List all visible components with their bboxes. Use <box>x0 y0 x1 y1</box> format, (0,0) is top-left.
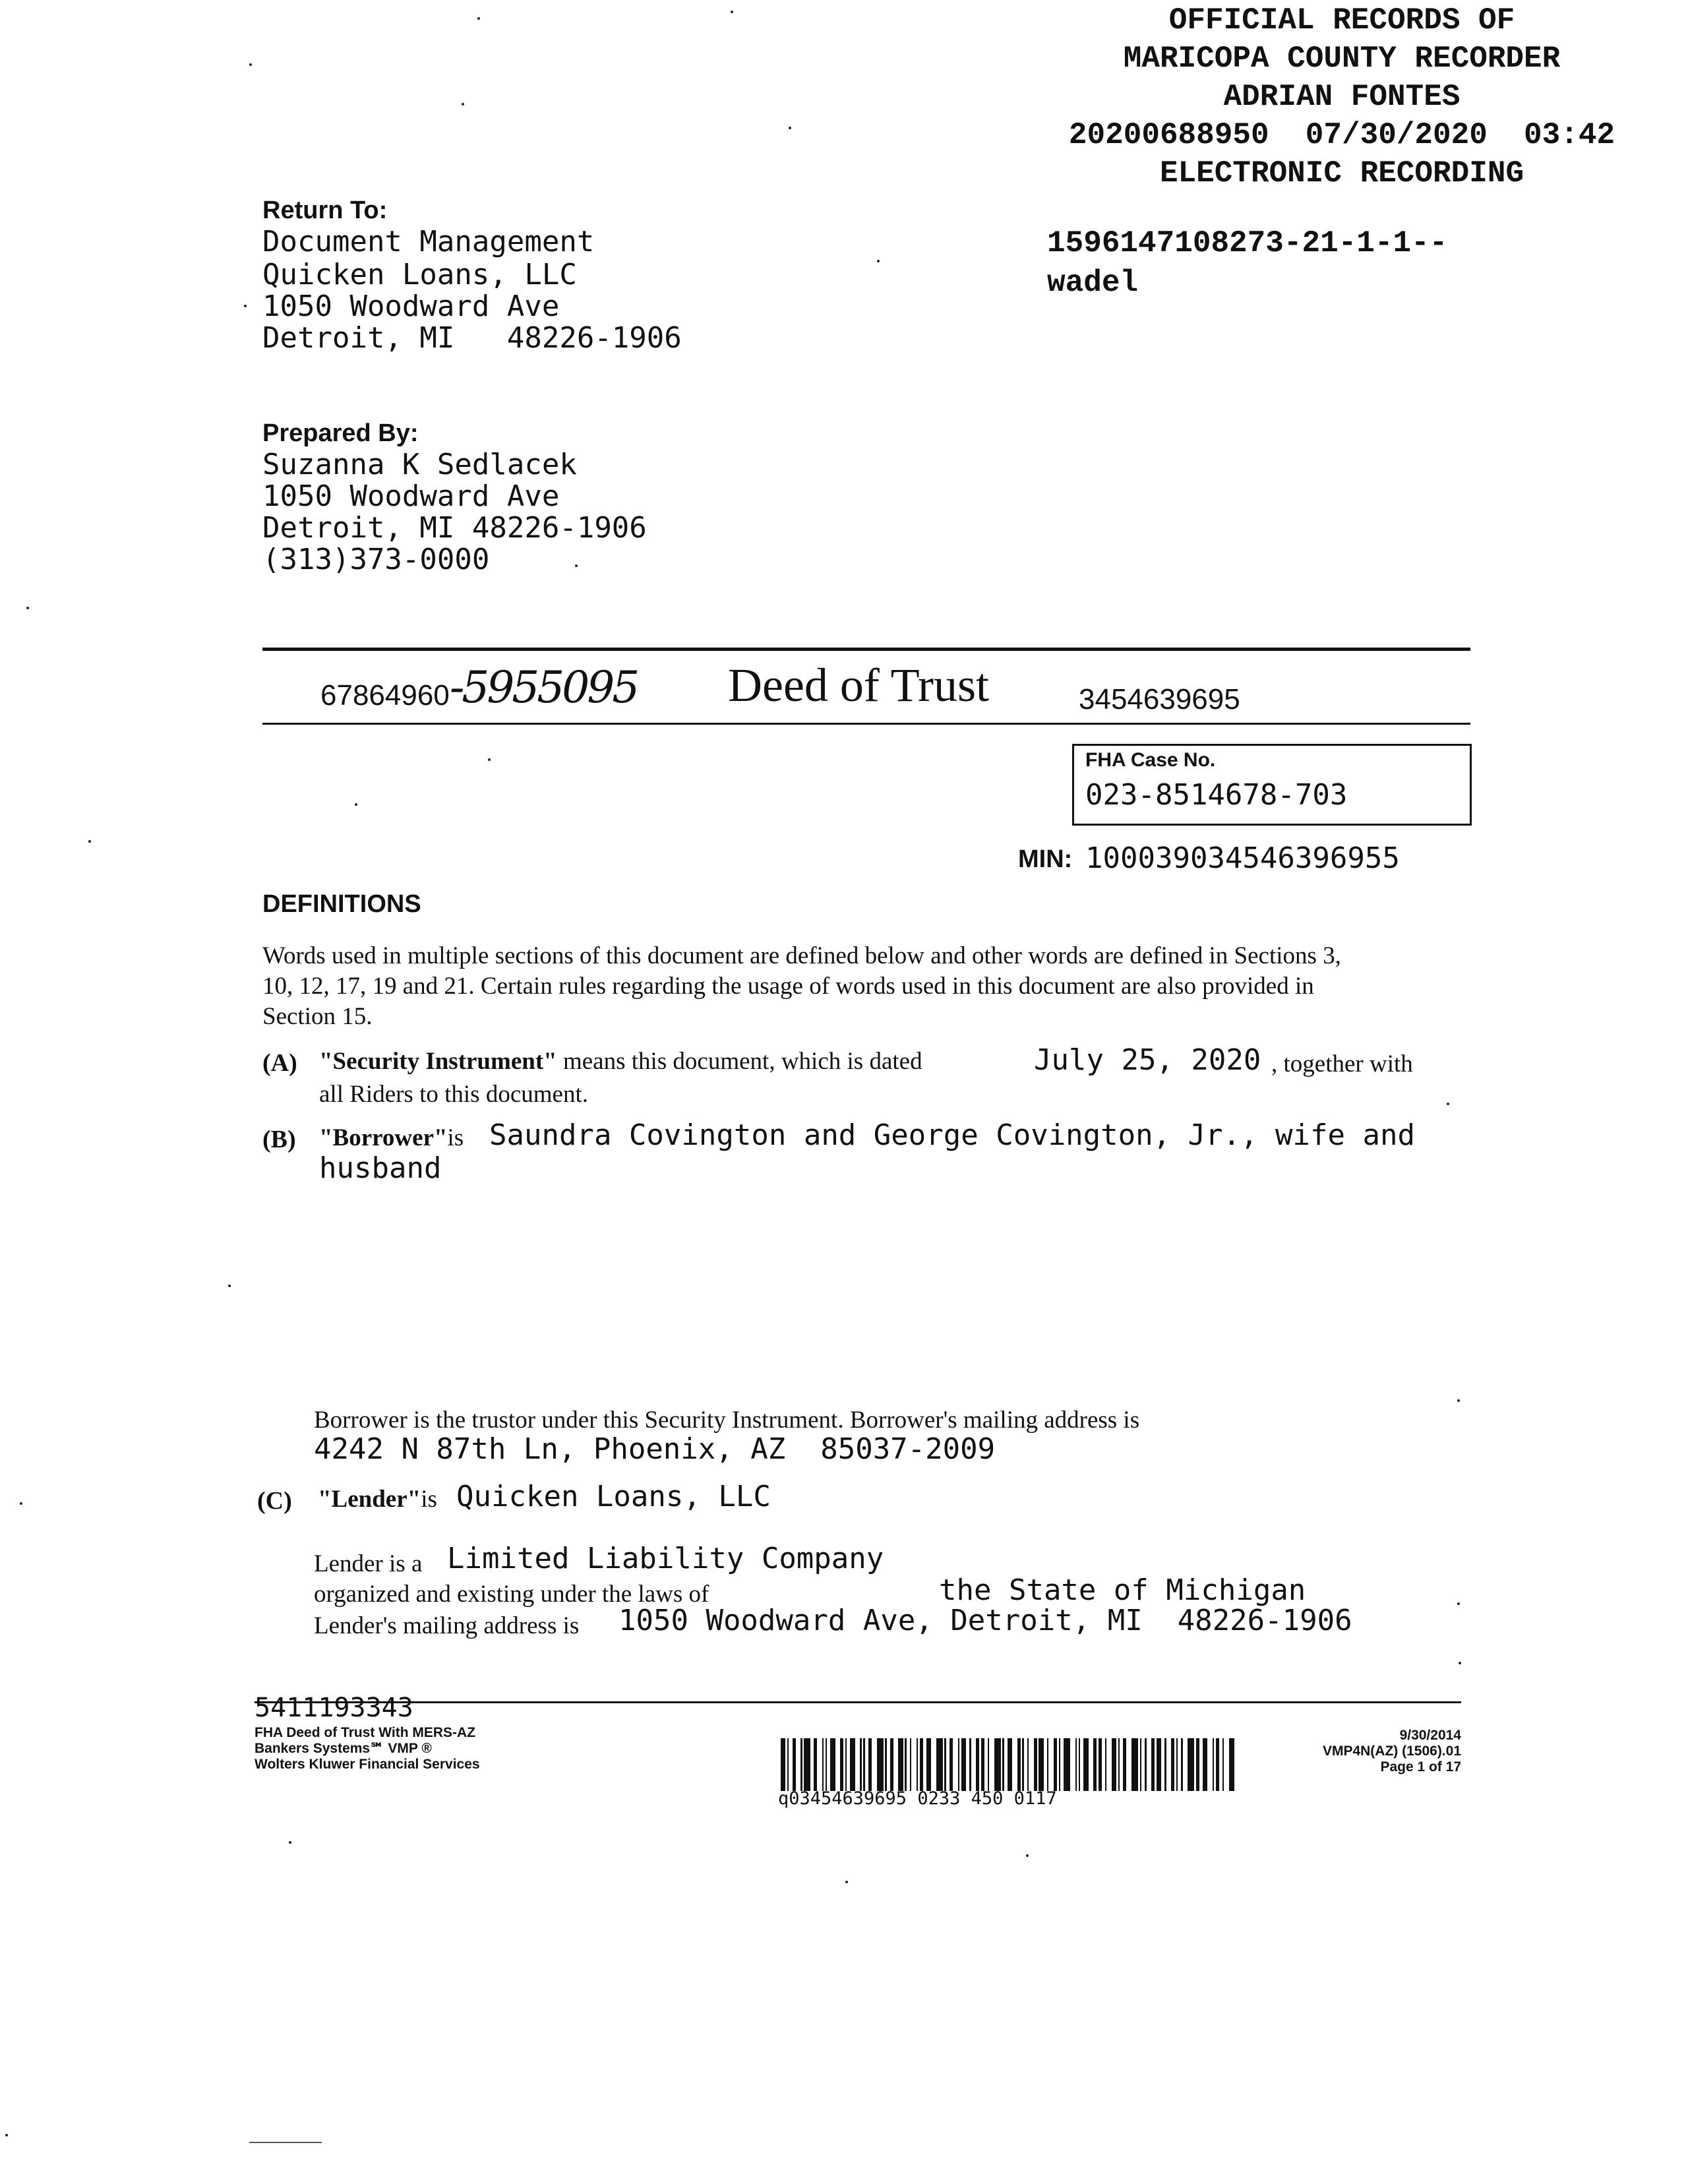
return-to-line-1: Document Management <box>262 225 595 258</box>
barcode-bar <box>1064 1738 1070 1791</box>
scan-speck <box>5 2134 8 2137</box>
return-to-line-3: 1050 Woodward Ave <box>262 289 560 323</box>
title-rule-bottom <box>262 723 1470 725</box>
barcode-bar <box>890 1738 893 1791</box>
borrower-mailing-address: 4242 N 87th Ln, Phoenix, AZ 85037-2009 <box>314 1432 996 1466</box>
barcode-bar <box>840 1738 843 1791</box>
scan-speck <box>789 127 791 129</box>
security-instrument-term: "Security Instrument" <box>319 1048 557 1075</box>
recording-number: 20200688950 07/30/2020 03:42 <box>1068 118 1615 152</box>
footer-form-code: VMP4N(AZ) (1506).01 <box>1322 1744 1461 1759</box>
scan-speck <box>462 103 464 106</box>
definition-b-is: is <box>447 1124 464 1151</box>
scan-speck <box>877 260 880 262</box>
barcode-bar <box>804 1738 810 1791</box>
barcode-bar <box>1213 1738 1214 1791</box>
barcode-bar <box>1131 1738 1138 1791</box>
fha-case-number: 023-8514678-703 <box>1085 778 1348 812</box>
definition-a-text-2: , together with <box>1271 1050 1413 1077</box>
barcode-bar <box>1083 1738 1088 1791</box>
handwritten-number: -5955095 <box>450 662 638 713</box>
lender-term: "Lender" <box>318 1486 421 1513</box>
scan-speck <box>355 803 357 806</box>
definition-b-tag: (B) <box>262 1126 296 1153</box>
barcode-bar <box>981 1738 984 1791</box>
barcode-bar <box>1054 1738 1057 1791</box>
footer-form-date: 9/30/2014 <box>1399 1728 1461 1743</box>
definitions-heading: DEFINITIONS <box>262 890 421 918</box>
barcode-bar <box>850 1738 855 1791</box>
barcode-bar <box>944 1738 946 1791</box>
barcode-bar <box>1216 1738 1219 1791</box>
recorder-line-5: ELECTRONIC RECORDING <box>1159 156 1524 191</box>
definitions-intro-line-2: 10, 12, 17, 19 and 21. Certain rules regarding the usage of words used in this document are also provided in <box>262 973 1314 1000</box>
barcode-bar <box>926 1738 931 1791</box>
scan-speck <box>575 564 578 567</box>
footer-form-line-2: Bankers Systems℠ VMP ® <box>255 1741 432 1756</box>
document-barcode <box>781 1738 1236 1791</box>
barcode-bar <box>898 1738 903 1791</box>
borrower-names-line-1: Saundra Covington and George Covington, Jr., wife and <box>489 1118 1415 1152</box>
barcode-bar <box>920 1738 923 1791</box>
lender-organized-text: organized and existing under the laws of <box>314 1581 709 1608</box>
recorder-line-3: ADRIAN FONTES <box>1223 80 1461 114</box>
barcode-bar <box>1188 1738 1194 1791</box>
barcode-bar <box>917 1738 918 1791</box>
barcode-bar <box>1099 1738 1102 1791</box>
barcode-bar <box>1222 1738 1224 1791</box>
barcode-bar <box>976 1738 979 1791</box>
barcode-bar <box>1105 1738 1106 1791</box>
barcode-bar <box>1118 1738 1120 1791</box>
barcode-bar <box>781 1738 785 1791</box>
barcode-bar <box>1075 1738 1077 1791</box>
barcode-bar <box>969 1738 971 1791</box>
barcode-bar <box>868 1738 872 1791</box>
barcode-bar <box>1112 1738 1116 1791</box>
barcode-bar <box>1034 1738 1037 1791</box>
scan-speck <box>845 1881 848 1883</box>
barcode-bar <box>1171 1738 1174 1791</box>
barcode-bar <box>814 1738 817 1791</box>
barcode-bar <box>1196 1738 1199 1791</box>
barcode-bar <box>994 1738 1001 1791</box>
barcode-bar <box>860 1738 861 1791</box>
lender-mailing-address: 1050 Woodward Ave, Detroit, MI 48226-1906 <box>618 1604 1352 1637</box>
definition-a-text <box>319 1046 922 1077</box>
barcode-bar <box>877 1738 884 1791</box>
barcode-bar <box>1079 1738 1080 1791</box>
barcode-bar <box>830 1738 835 1791</box>
barcode-bar <box>885 1738 886 1791</box>
barcode-bar <box>1093 1738 1097 1791</box>
recorder-line-2: MARICOPA COUNTY RECORDER <box>1123 42 1561 76</box>
barcode-bar <box>1176 1738 1178 1791</box>
barcode-bar <box>1123 1738 1126 1791</box>
recorder-ref-2: wadel <box>1047 266 1139 300</box>
barcode-bar <box>1047 1738 1048 1791</box>
scan-speck <box>1457 1399 1460 1402</box>
title-rule-top <box>262 648 1470 651</box>
loan-number-right: 3454639695 <box>1079 683 1240 715</box>
barcode-bar <box>1027 1738 1029 1791</box>
security-instrument-date: July 25, 2020 <box>1034 1043 1261 1077</box>
barcode-bar <box>961 1738 966 1791</box>
definition-c-text <box>318 1484 437 1515</box>
barcode-bar <box>845 1738 847 1791</box>
barcode-bar <box>793 1738 796 1791</box>
barcode-bar <box>1140 1738 1141 1791</box>
prepared-by-label: Prepared By: <box>262 419 419 447</box>
barcode-bar <box>1008 1738 1012 1791</box>
barcode-bar <box>787 1738 789 1791</box>
lender-is-a-text: Lender is a <box>314 1550 423 1577</box>
prepared-by-line-3: Detroit, MI 48226-1906 <box>262 511 647 545</box>
barcode-bar <box>988 1738 989 1791</box>
prepared-by-line-2: 1050 Woodward Ave <box>262 479 560 513</box>
definition-b-text <box>319 1122 464 1154</box>
return-to-line-2: Quicken Loans, LLC <box>262 258 577 291</box>
scan-speck <box>1026 1854 1029 1857</box>
fha-case-label: FHA Case No. <box>1085 749 1216 771</box>
return-to-label: Return To: <box>262 197 388 224</box>
barcode-bar <box>1039 1738 1043 1791</box>
scan-speck <box>477 17 480 20</box>
borrower-term: "Borrower" <box>319 1124 448 1151</box>
scan-speck <box>244 305 247 307</box>
barcode-bar <box>826 1738 827 1791</box>
barcode-bar <box>1022 1738 1023 1791</box>
barcode-bar <box>822 1738 824 1791</box>
barcode-bar <box>1145 1738 1146 1791</box>
min-number: 100039034546396955 <box>1085 841 1400 875</box>
recorder-ref-1: 1596147108273-21-1-1-- <box>1047 226 1448 260</box>
barcode-bar <box>800 1738 802 1791</box>
barcode-bar <box>1229 1738 1234 1791</box>
lender-mailing-text: Lender's mailing address is <box>314 1612 580 1639</box>
recorder-line-1: OFFICIAL RECORDS OF <box>1168 3 1515 38</box>
footer-rule <box>255 1701 1461 1703</box>
scan-speck <box>228 1285 231 1287</box>
barcode-bar <box>1017 1738 1021 1791</box>
return-to-line-4: Detroit, MI 48226-1906 <box>262 321 682 355</box>
scan-artifact-line <box>249 2142 322 2143</box>
scan-speck <box>731 11 733 13</box>
min-label: MIN: <box>1018 845 1073 873</box>
scan-speck <box>1447 1103 1449 1105</box>
definition-c-tag: (C) <box>257 1487 292 1515</box>
scan-speck <box>26 607 29 609</box>
footer-form-line-1: FHA Deed of Trust With MERS-AZ <box>255 1725 476 1740</box>
scan-speck <box>249 63 252 66</box>
barcode-bar <box>1164 1738 1166 1791</box>
definition-a-tag: (A) <box>262 1049 297 1077</box>
barcode-bar <box>1059 1738 1060 1791</box>
borrower-names-line-2: husband <box>319 1151 442 1185</box>
footer-form-line-3: Wolters Kluwer Financial Services <box>255 1757 480 1772</box>
barcode-bar <box>958 1738 959 1791</box>
barcode-bar <box>1151 1738 1155 1791</box>
scan-speck <box>488 758 491 761</box>
prepared-by-line-4: (313)373-0000 <box>262 543 490 576</box>
scan-speck <box>88 840 91 843</box>
footer-loan-id: 5411193343 <box>255 1693 413 1723</box>
document-number-left: 67864960 <box>320 679 450 712</box>
scan-speck <box>289 1841 291 1844</box>
barcode-bar <box>950 1738 953 1791</box>
definition-a-text-1: means this document, which is dated <box>557 1048 922 1075</box>
footer-page-number: Page 1 of 17 <box>1380 1759 1461 1774</box>
barcode-bar <box>1002 1738 1004 1791</box>
scan-speck <box>1459 1662 1461 1664</box>
barcode-text: q03454639695 0233 450 0117 <box>778 1788 1057 1809</box>
definitions-intro-line-1: Words used in multiple sections of this document are defined below and other words are defined in Sections 3, <box>262 942 1341 969</box>
barcode-bar <box>1181 1738 1182 1791</box>
recorder-block <box>1029 1 1655 193</box>
barcode-bar <box>1203 1738 1207 1791</box>
definition-c-is: is <box>421 1486 437 1513</box>
definitions-intro-line-3: Section 15. <box>262 1003 373 1030</box>
lender-name: Quicken Loans, LLC <box>456 1480 771 1513</box>
barcode-bar <box>863 1738 864 1791</box>
barcode-bar <box>905 1738 906 1791</box>
lender-state: the State of Michigan <box>939 1573 1306 1607</box>
barcode-bar <box>936 1738 943 1791</box>
barcode-bar <box>910 1738 911 1791</box>
lender-entity-type: Limited Liability Company <box>447 1542 884 1575</box>
barcode-bar <box>1157 1738 1161 1791</box>
scan-speck <box>1457 1602 1460 1605</box>
trustor-text: Borrower is the trustor under this Security Instrument. Borrower's mailing address is <box>314 1407 1140 1434</box>
prepared-by-line-1: Suzanna K Sedlacek <box>262 448 577 481</box>
document-title: Deed of Trust <box>728 659 990 712</box>
scan-speck <box>20 1502 22 1505</box>
definition-a-text-3: all Riders to this document. <box>319 1081 588 1108</box>
